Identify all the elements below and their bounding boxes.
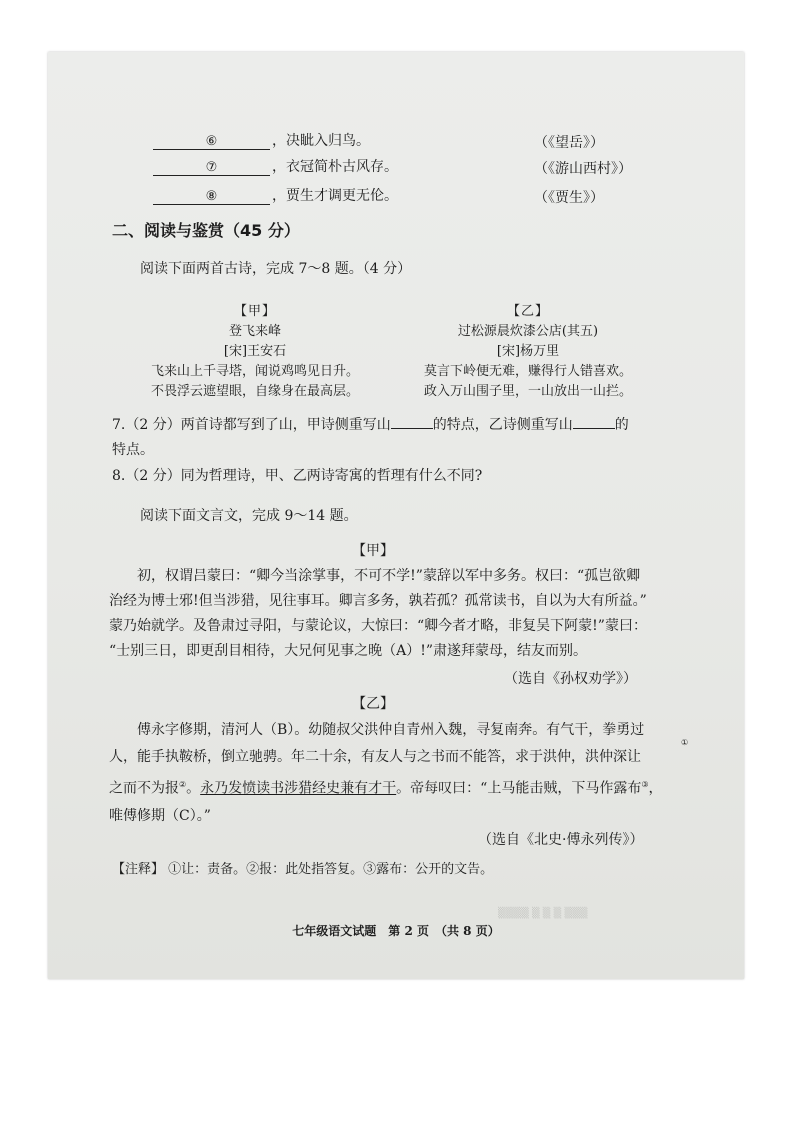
fill-line-source: （《望岳》）	[534, 135, 604, 151]
prose-intro: 阅读下面文言文，完成 9～14 题。	[140, 508, 358, 524]
poem-b-line: 政入万山围子里，一山放出一山拦。	[423, 384, 632, 399]
answer-blank-7[interactable]: ⑦	[153, 160, 270, 176]
bleed-through-text: ▒▒▒▒ ▒ ▒ ▒ ▒▒▒	[498, 908, 588, 919]
fill-line-7	[153, 156, 398, 176]
exam-page	[48, 52, 744, 979]
footnote-marker: ③	[641, 780, 649, 789]
fill-line-8	[153, 185, 398, 205]
prose-b-tag: 【乙】	[352, 696, 394, 712]
prose-b-line: 傅永字修期，清河人（B）。幼随叔父洪仲自青州入魏，寻复南奔。有气干，拳勇过	[137, 722, 645, 738]
question-7-text: 的	[614, 417, 629, 433]
prose-a-line: 治经为博士邪!但当涉猎，见往事耳。卿言多务，孰若孤？孤常读书，自以为大有所益。”	[109, 593, 647, 609]
section-title: 二、阅读与鉴赏（45 分）	[112, 221, 300, 240]
poem-a-title: 登飞来峰	[228, 324, 281, 339]
question-7-text: 的特点，乙诗侧重写山	[432, 417, 573, 433]
question-8: 8.（2 分）同为哲理诗，甲、乙两诗寄寓的哲理有什么不同?	[112, 468, 483, 484]
fill-line-text: ，贾生才调更无伦。	[272, 188, 398, 204]
poem-b-author: [宋]杨万里	[496, 344, 560, 359]
fill-line-source: （《游山西村》）	[534, 161, 632, 177]
question-7	[112, 414, 629, 434]
prose-a	[109, 564, 682, 664]
prose-a-line: 蒙乃始就学。及鲁肃过寻阳，与蒙论议，大惊曰：“卿今者才略，非复吴下阿蒙!”蒙曰：	[109, 618, 647, 634]
prose-b-line: 之而不为报②。永乃发愤读书涉猎经史兼有才干。帝每叹曰：“上马能击贼，下马作露布③，	[109, 780, 663, 797]
answer-blank-8[interactable]: ⑧	[153, 189, 270, 205]
poem-a-tag: 【甲】	[233, 304, 276, 319]
prose-a-line: “士别三日，即更刮目相待，大兄何见事之晚（A）!”肃遂拜蒙母，结友而别。	[109, 643, 588, 659]
poem-b-title: 过松源晨炊漆公店(其五)	[457, 324, 599, 339]
poem-a-line: 不畏浮云遮望眼，自缘身在最高层。	[150, 384, 359, 399]
question-7-line2: 特点。	[112, 442, 154, 458]
question-7-text: 7.（2 分）两首诗都写到了山，甲诗侧重写山	[112, 417, 391, 433]
fill-line-text: ，衣冠简朴古风存。	[272, 159, 398, 175]
page-footer: 七年级语文试题 第 2 页 （共 8 页）	[292, 924, 500, 938]
footnote-marker: ①	[681, 738, 689, 747]
answer-blank-6[interactable]: ⑥	[153, 134, 270, 150]
poem-a	[130, 302, 380, 402]
prose-b-line: 唯傅修期（C）。”	[109, 807, 211, 824]
prose-a-line: 初，权谓吕蒙曰：“卿今当涂掌事，不可不学!”蒙辞以军中多务。权曰：“孤岂欲卿	[137, 568, 641, 584]
prose-a-tag: 【甲】	[352, 543, 394, 559]
underlined-sentence: 永乃发愤读书涉猎经史兼有才干	[200, 780, 397, 797]
poem-a-line: 飞来山上千寻塔，闻说鸡鸣见日升。	[150, 364, 359, 379]
answer-blank-7a[interactable]	[391, 428, 433, 429]
prose-b	[109, 717, 682, 830]
poems-intro: 阅读下面两首古诗，完成 7～8 题。（4 分）	[140, 261, 412, 277]
prose-b-line: 人，能手执鞍桥，倒立驰骋。年二十余，有友人与之书而不能答，求于洪仲，洪仲深让	[109, 749, 641, 765]
footnotes: 【注释】 ①让：责备。②报：此处指答复。③露布：公开的文告。	[112, 862, 494, 877]
answer-blank-7b[interactable]	[573, 428, 615, 429]
poem-b	[403, 302, 653, 402]
fill-line-6	[153, 130, 370, 150]
poem-b-tag: 【乙】	[506, 304, 549, 319]
fill-line-text: ，决眦入归鸟。	[272, 133, 370, 149]
footnote-marker: ②	[179, 780, 187, 789]
poem-a-author: [宋]王安石	[223, 344, 287, 359]
poem-b-line: 莫言下岭便无难，赚得行人错喜欢。	[423, 364, 632, 379]
prose-b-source: （选自《北史·傅永列传》）	[478, 832, 644, 848]
fill-line-source: （《贾生》）	[534, 190, 604, 206]
prose-a-source: （选自《孙权劝学》）	[504, 671, 637, 687]
